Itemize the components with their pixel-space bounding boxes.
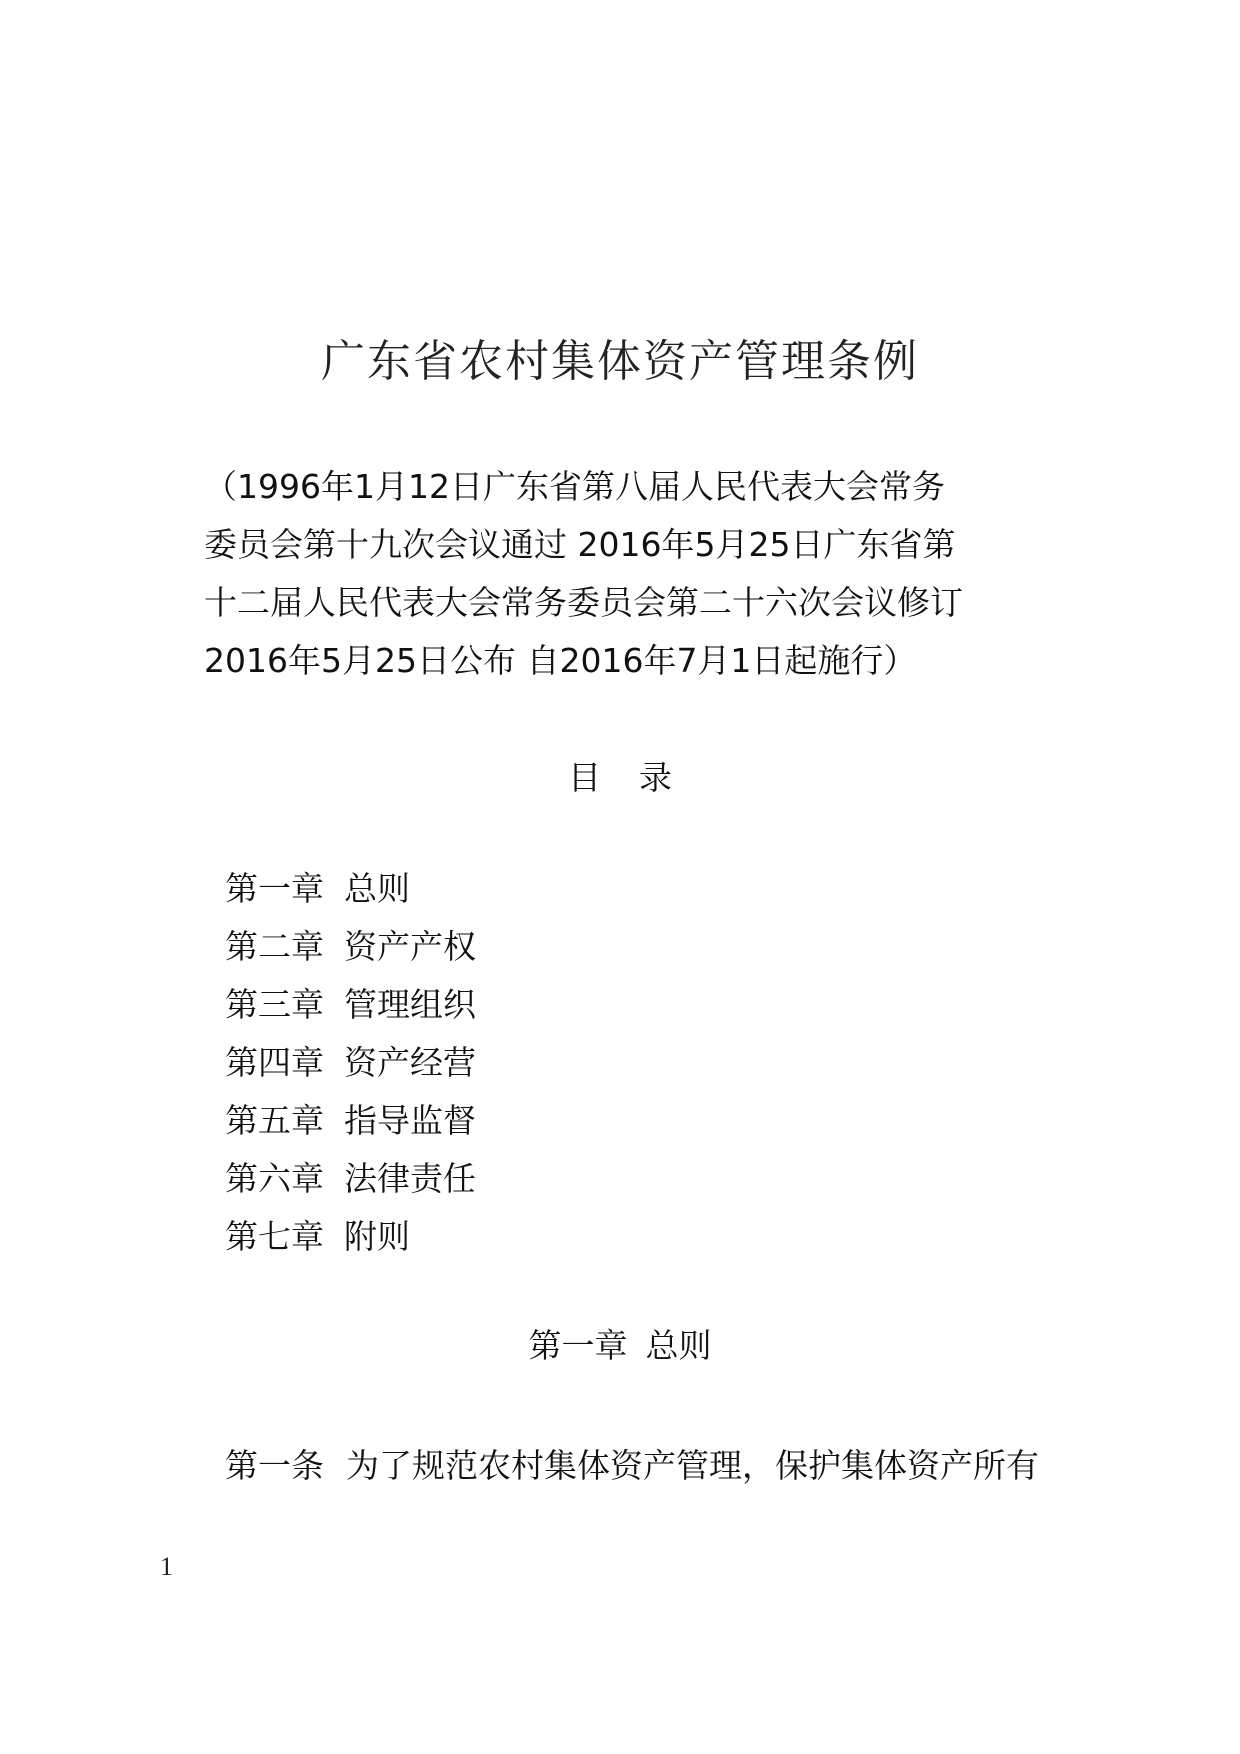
toc-item-number: 第二章: [225, 927, 324, 966]
article-number: 第一条: [225, 1446, 324, 1485]
preamble-line: 十二届人民代表大会常务委员会第二十六次会议修订: [204, 583, 963, 622]
toc-item: [225, 1208, 476, 1266]
page-number: 1: [160, 1552, 173, 1581]
preamble: [204, 458, 1034, 690]
toc-item-title: 指导监督: [344, 1101, 476, 1140]
toc-item-number: 第三章: [225, 985, 324, 1024]
toc-item-title: 附则: [344, 1217, 410, 1256]
toc-item-title: 资产产权: [344, 927, 476, 966]
toc-item-title: 法律责任: [344, 1159, 476, 1198]
toc-item-title: 资产经营: [344, 1043, 476, 1082]
toc-item: [225, 1092, 476, 1150]
chapter-heading: [0, 1320, 1240, 1367]
table-of-contents: [225, 860, 476, 1266]
toc-item-title: 总则: [344, 869, 410, 908]
toc-item: [225, 1150, 476, 1208]
toc-heading: [0, 752, 1240, 799]
toc-heading-right: 录: [639, 758, 672, 797]
toc-item: [225, 918, 476, 976]
toc-item-number: 第六章: [225, 1159, 324, 1198]
toc-item: [225, 860, 476, 918]
article-text: 为了规范农村集体资产管理，保护集体资产所有: [346, 1446, 1039, 1485]
toc-item-number: 第四章: [225, 1043, 324, 1082]
toc-item-title: 管理组织: [344, 985, 476, 1024]
chapter-number: 第一章: [528, 1326, 628, 1365]
toc-item: [225, 976, 476, 1034]
chapter-title: 总则: [645, 1326, 712, 1365]
preamble-line: 2016年5月25日公布 自2016年7月1日起施行）: [204, 641, 917, 680]
toc-item-number: 第五章: [225, 1101, 324, 1140]
document-title: 广东省农村集体资产管理条例: [321, 336, 919, 387]
preamble-line: （1996年1月12日广东省第八届人民代表大会常务: [204, 467, 945, 506]
toc-item-number: 第七章: [225, 1217, 324, 1256]
preamble-line: 委员会第十九次会议通过 2016年5月25日广东省第: [204, 525, 956, 564]
toc-heading-left: 目: [568, 758, 601, 797]
toc-item-number: 第一章: [225, 869, 324, 908]
article-paragraph: [225, 1440, 1039, 1487]
toc-item: [225, 1034, 476, 1092]
